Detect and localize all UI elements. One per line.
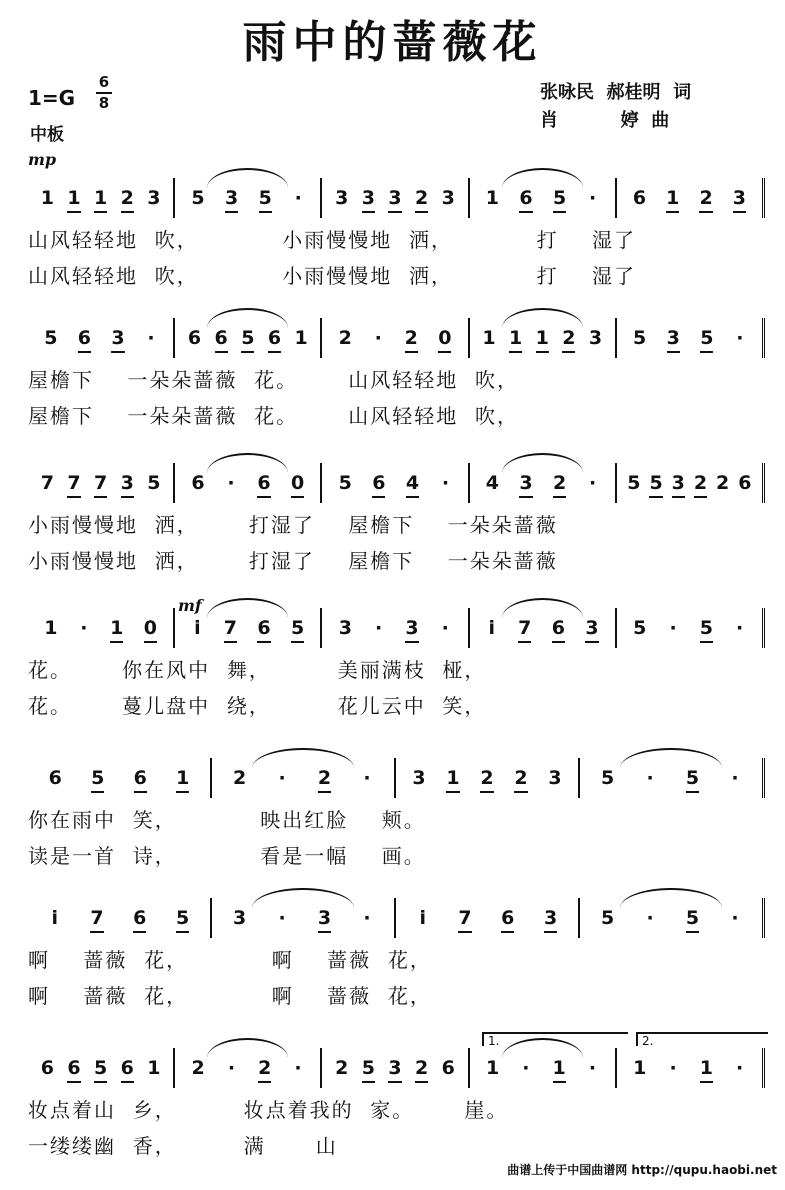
dot-extension: · xyxy=(80,617,88,639)
note: 2 xyxy=(480,767,494,789)
note: 6 xyxy=(214,327,228,349)
measure xyxy=(175,178,322,218)
dot-extension: · xyxy=(375,617,383,639)
dynamic-mf: mf xyxy=(178,596,202,615)
note: 2 xyxy=(699,187,713,209)
measure xyxy=(617,178,765,218)
slur-arc xyxy=(207,168,288,188)
note: 2 xyxy=(562,327,576,349)
measure xyxy=(470,1048,617,1088)
note: 5 xyxy=(685,767,700,789)
lyric-verse-2: 读是一首 诗， 看是一幅 画。 xyxy=(28,844,426,868)
note: 3 xyxy=(388,187,402,209)
note: 3 xyxy=(120,472,134,494)
note: 1 xyxy=(485,1057,500,1079)
dot-extension: · xyxy=(736,617,744,639)
note: 6 xyxy=(501,907,515,929)
note: 6 xyxy=(372,472,386,494)
measure-row xyxy=(28,318,765,358)
notes-row xyxy=(28,608,765,648)
note: 0 xyxy=(438,327,452,349)
dot-extension: · xyxy=(736,1057,744,1079)
slur-arc xyxy=(207,453,288,473)
note: 1 xyxy=(552,1057,566,1079)
note: 5 xyxy=(627,472,641,494)
note: 2 xyxy=(415,187,429,209)
note: 5 xyxy=(600,767,615,789)
song-title: 雨中的蔷薇花 xyxy=(242,17,543,68)
note: 2 xyxy=(232,767,247,789)
note: 1 xyxy=(294,327,308,349)
note: 6 xyxy=(519,187,533,209)
dot-extension: · xyxy=(646,767,654,789)
dynamic-mp: mp xyxy=(28,150,57,169)
measure xyxy=(175,1048,322,1088)
note: 5 xyxy=(191,187,205,209)
lyric-verse-1: 山风轻轻地 吹， 小雨慢慢地 洒， 打 湿了 xyxy=(28,228,637,252)
slur-arc xyxy=(502,598,583,618)
notes-row xyxy=(28,318,765,358)
note: 1 xyxy=(40,187,54,209)
lyric-verse-1: 花。 你在风中 舞， 美丽满枝 桠， xyxy=(28,658,487,682)
note: 2 xyxy=(191,1057,205,1079)
measure xyxy=(396,898,580,938)
measure xyxy=(322,608,469,648)
note: 3 xyxy=(519,472,533,494)
dot-extension: · xyxy=(278,907,286,929)
note: 6 xyxy=(187,327,202,349)
measure xyxy=(322,178,469,218)
note: 7 xyxy=(518,617,532,639)
measure xyxy=(28,463,175,503)
meter-bottom: 8 xyxy=(98,94,110,112)
measure xyxy=(28,178,175,218)
note: 0 xyxy=(290,472,305,494)
measure xyxy=(470,608,617,648)
lyric-verse-1: 小雨慢慢地 洒， 打湿了 屋檐下 一朵朵蔷薇 xyxy=(28,513,558,537)
note: 6 xyxy=(120,1057,134,1079)
note: 7 xyxy=(223,617,237,639)
note: i xyxy=(51,907,59,929)
note: 2 xyxy=(716,472,730,494)
measure xyxy=(617,608,765,648)
note: 5 xyxy=(700,327,714,349)
note: 5 xyxy=(91,767,105,789)
dot-extension: · xyxy=(669,1057,677,1079)
note: 6 xyxy=(257,617,271,639)
note: 1 xyxy=(482,327,496,349)
notes-row xyxy=(28,178,765,218)
dot-extension: · xyxy=(522,1057,530,1079)
note: 2 xyxy=(404,327,418,349)
dot-extension: · xyxy=(374,327,382,349)
note: 3 xyxy=(405,617,419,639)
note: 3 xyxy=(666,327,680,349)
note: 3 xyxy=(543,907,558,929)
measure-row xyxy=(28,463,765,503)
note: 1 xyxy=(93,187,108,209)
dot-extension: · xyxy=(441,617,449,639)
dot-extension: · xyxy=(646,907,654,929)
note: 1 xyxy=(110,617,124,639)
note: 2 xyxy=(553,472,567,494)
note: 6 xyxy=(133,907,147,929)
dot-extension: · xyxy=(363,767,371,789)
measure xyxy=(175,608,322,648)
note: 1 xyxy=(44,617,58,639)
note: 6 xyxy=(551,617,566,639)
note: 5 xyxy=(633,617,647,639)
measure xyxy=(396,758,580,798)
note: 3 xyxy=(588,327,603,349)
note: 3 xyxy=(335,187,349,209)
dot-extension: · xyxy=(441,472,450,494)
note: 1 xyxy=(176,767,190,789)
note: 1 xyxy=(666,187,680,209)
note: 3 xyxy=(585,617,599,639)
note: 1 xyxy=(633,1057,647,1079)
note: 3 xyxy=(147,187,161,209)
note: 6 xyxy=(48,767,62,789)
note: 6 xyxy=(77,327,92,349)
lyric-verse-2: 屋檐下 一朵朵蔷薇 花。 山风轻轻地 吹， xyxy=(28,404,520,428)
note: 3 xyxy=(361,187,375,209)
note: 6 xyxy=(67,1057,81,1079)
measure xyxy=(28,758,212,798)
measure xyxy=(322,318,469,358)
notes-row xyxy=(28,463,765,503)
lyric-verse-1: 啊 蔷薇 花， 啊 蔷薇 花， xyxy=(28,948,432,972)
note: 4 xyxy=(485,472,500,494)
measure xyxy=(28,898,212,938)
note: 5 xyxy=(175,907,190,929)
staff-system xyxy=(0,870,785,1040)
measure xyxy=(212,898,396,938)
note: 5 xyxy=(553,187,567,209)
note: 6 xyxy=(191,472,205,494)
dot-extension: · xyxy=(589,472,597,494)
note: 2 xyxy=(335,1057,349,1079)
measure xyxy=(322,1048,469,1088)
measure xyxy=(175,318,322,358)
note: 7 xyxy=(90,907,104,929)
slur-arc xyxy=(207,308,288,328)
note: 3 xyxy=(317,907,332,929)
measure xyxy=(175,463,322,503)
dot-extension: · xyxy=(589,187,597,209)
staff-system xyxy=(0,580,785,750)
dot-extension: · xyxy=(588,1057,597,1079)
note: 1 xyxy=(67,187,81,209)
measure xyxy=(580,758,765,798)
note: 3 xyxy=(225,187,239,209)
measure-row xyxy=(28,1048,765,1088)
slur-arc xyxy=(502,453,583,473)
note: 5 xyxy=(93,1057,108,1079)
tempo-marking: 中板 xyxy=(30,125,64,145)
slur-arc xyxy=(252,748,354,768)
note: 5 xyxy=(600,907,615,929)
time-signature xyxy=(96,74,112,112)
note: 1 xyxy=(485,187,500,209)
slur-arc xyxy=(207,1038,288,1058)
measure xyxy=(322,463,469,503)
dot-extension: · xyxy=(731,907,739,929)
note: 3 xyxy=(232,907,247,929)
note: 6 xyxy=(133,767,147,789)
volta-first-ending: 1. xyxy=(482,1032,628,1046)
key-signature: 1=G xyxy=(28,86,76,110)
note: 2 xyxy=(338,327,352,349)
measure xyxy=(617,1048,765,1088)
note: 6 xyxy=(738,472,752,494)
note: 1 xyxy=(508,327,523,349)
note: 5 xyxy=(649,472,663,494)
lyric-verse-2: 山风轻轻地 吹， 小雨慢慢地 洒， 打 湿了 xyxy=(28,264,637,288)
note: 5 xyxy=(361,1057,375,1079)
note: 2 xyxy=(415,1057,429,1079)
note: 6 xyxy=(40,1057,54,1079)
note: 3 xyxy=(732,187,746,209)
slur-arc xyxy=(620,748,722,768)
footer-watermark: 曲谱上传于中国曲谱网 http://qupu.haobi.net xyxy=(507,1163,777,1177)
lyric-verse-1: 你在雨中 笑， 映出红脸 颊。 xyxy=(28,808,426,832)
measure-row xyxy=(28,178,765,218)
lyric-verse-1: 妆点着山 乡， 妆点着我的 家。 崖。 xyxy=(28,1098,509,1122)
note: 0 xyxy=(143,617,158,639)
note: 5 xyxy=(699,617,713,639)
dot-extension: · xyxy=(669,617,677,639)
note: 5 xyxy=(258,187,272,209)
measure xyxy=(212,758,396,798)
measure-row xyxy=(28,898,765,938)
note: 5 xyxy=(241,327,255,349)
measure xyxy=(617,463,765,503)
measure xyxy=(28,1048,175,1088)
note: 2 xyxy=(120,187,134,209)
dot-extension: · xyxy=(736,327,744,349)
dot-extension: · xyxy=(278,767,286,789)
note: 1 xyxy=(699,1057,713,1079)
lyric-verse-2: 花。 蔓儿盘中 绕， 花儿云中 笑， xyxy=(28,694,487,718)
composer-credit: 肖 婷 曲 xyxy=(540,110,670,131)
note: 7 xyxy=(458,907,472,929)
slur-arc xyxy=(207,598,288,618)
measure xyxy=(28,318,175,358)
notes-row xyxy=(28,898,765,938)
note: 7 xyxy=(93,472,108,494)
lyric-verse-2: 小雨慢慢地 洒， 打湿了 屋檐下 一朵朵蔷薇 xyxy=(28,549,558,573)
note: 6 xyxy=(632,187,647,209)
note: i xyxy=(488,617,496,639)
note: 5 xyxy=(290,617,305,639)
note: 7 xyxy=(40,472,54,494)
note: 6 xyxy=(441,1057,455,1079)
dot-extension: · xyxy=(147,327,155,349)
note: 3 xyxy=(441,187,455,209)
note: i xyxy=(419,907,427,929)
dot-extension: · xyxy=(363,907,371,929)
note: 5 xyxy=(147,472,161,494)
note: 3 xyxy=(548,767,562,789)
slur-arc xyxy=(502,168,583,188)
note: 2 xyxy=(693,472,708,494)
measure xyxy=(617,318,765,358)
note: 2 xyxy=(317,767,332,789)
dot-extension: · xyxy=(294,1057,302,1079)
note: 5 xyxy=(685,907,700,929)
note: 7 xyxy=(67,472,81,494)
slur-arc xyxy=(502,308,583,328)
note: 2 xyxy=(258,1057,272,1079)
note: 6 xyxy=(257,472,271,494)
measure xyxy=(470,463,617,503)
measure-row xyxy=(28,608,765,648)
measure xyxy=(580,898,765,938)
note: 1 xyxy=(147,1057,161,1079)
measure-row xyxy=(28,758,765,798)
note: 6 xyxy=(267,327,282,349)
note: 1 xyxy=(446,767,460,789)
lyricist-credit: 张咏民 郝桂明 词 xyxy=(540,82,692,103)
notes-row xyxy=(28,758,765,798)
note: 3 xyxy=(671,472,685,494)
lyric-verse-1: 屋檐下 一朵朵蔷薇 花。 山风轻轻地 吹， xyxy=(28,368,520,392)
note: 5 xyxy=(44,327,58,349)
dot-extension: · xyxy=(731,767,739,789)
note: 2 xyxy=(514,767,528,789)
note: 3 xyxy=(338,617,352,639)
slur-arc xyxy=(252,888,354,908)
note: i xyxy=(194,617,201,639)
dot-extension: · xyxy=(227,472,235,494)
note: 5 xyxy=(338,472,352,494)
meter-top: 6 xyxy=(98,73,110,91)
lyric-verse-2: 啊 蔷薇 花， 啊 蔷薇 花， xyxy=(28,984,432,1008)
lyric-verse-2: 一缕缕幽 香， 满 山 xyxy=(28,1134,338,1158)
dot-extension: · xyxy=(294,187,302,209)
measure xyxy=(28,608,175,648)
note: 3 xyxy=(412,767,426,789)
note: 4 xyxy=(405,472,420,494)
note: 1 xyxy=(535,327,549,349)
volta-second-ending: 2. xyxy=(636,1032,768,1046)
note: 3 xyxy=(388,1057,402,1079)
dot-extension: · xyxy=(227,1057,236,1079)
slur-arc xyxy=(620,888,722,908)
note: 3 xyxy=(111,327,125,349)
measure xyxy=(470,318,617,358)
measure xyxy=(470,178,617,218)
notes-row xyxy=(28,1048,765,1088)
note: 5 xyxy=(633,327,647,349)
